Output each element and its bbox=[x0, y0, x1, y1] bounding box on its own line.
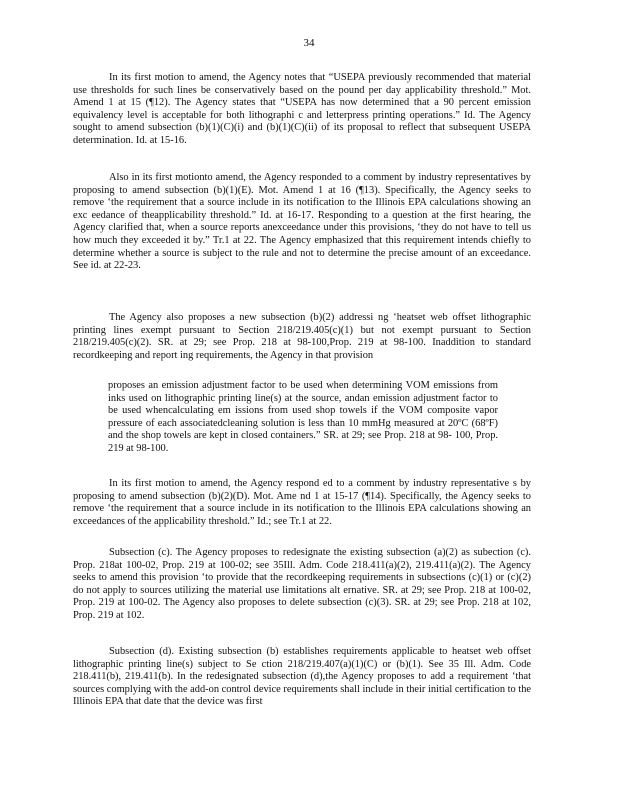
paragraph-subsection-b2: The Agency also proposes a new subsection (b)(2) addressi ng ‘heatset web offset lithographic printing lines exempt pursuant to Section 218/219.405(c)(1) but not exempt pursuant to Section 218/219.405(c)(2). SR. at 29; see Prop. 218 at 98-100,Prop. 219 at 98-100. Inaddition to standard recordkeeping and report ing requirements, the Agency in that provision bbox=[73, 312, 531, 361]
paragraph-subsection-b2d: In its first motion to amend, the Agency respond ed to a comment by industry representative s by proposing to amend subsection (b)(2)(D). Mot. Ame nd 1 at 15-17 (¶14). Specifically, the Agency seeks to remove ‘the requirement that a source include in its notification to the Illinois EPA calculations showing an exceedances of the applicability threshold.” Id.; see Tr.1 at 22. bbox=[73, 478, 531, 527]
paragraph-subsection-d: Subsection (d). Existing subsection (b) establishes requirements applicable to heatset web offset lithographic printing line(s) subject to Se ction 218/219.407(a)(1)(C) or (b)(1). See 35 Ill. Adm. Code 218.411(b), 219.411(b). In the redesignated subsection (d),the Agency proposes to add a requirement ‘that sources complying with the add-on control device requirements shall include in their initial certification to the Illinois EPA that date that the device was first bbox=[73, 646, 531, 708]
page-number: 34 bbox=[303, 37, 315, 49]
block-quote-emission-adjustment: proposes an emission adjustment factor to be used when determining VOM emissions from inks used on lithographic printing line(s) at the source, andan emission adjustment factor to be used whencalculating em issions from used shop towels if the VOM composite vapor pressure of each associatedcleaning solution is less than 10 mmHg measured at 20ºC (68ºF) and the shop towels are kept in closed containers.” SR. at 29; see Prop. 218 at 98- 100, Prop. 219 at 98-100. bbox=[108, 380, 498, 454]
paragraph-subsection-c: Subsection (c). The Agency proposes to redesignate the existing subsection (a)(2) as subection (c). Prop. 218at 100-02, Prop. 219 at 100-02; see 35Ill. Adm. Code 218.411(a)(2), 219.411(a)(2). The Agency seeks to amend this provision ‘to provide that the recordkeeping requirements in subsections (c)(1) or (c)(2) do not apply to sources utilizing the material use limitations alt ernative. SR. at 29; see Prop. 218 at 100-02, Prop. 219 at 100-02. The Agency also proposes to delete subsection (c)(3). SR. at 29; see Prop. 218 at 102, Prop. 219 at 102. bbox=[73, 547, 531, 621]
paragraph-first-motion-thresholds: In its first motion to amend, the Agency notes that “USEPA previously recommended that material use thresholds for such lines be conservatively based on the pound per day applicability threshold.” Mot. Amend 1 at 15 (¶12). The Agency states that “USEPA has now determined that a 90 percent emission equivalency level is acceptable for both lithographi c and letterpress printing operations.” Id. The Agency sought to amend subsection (b)(1)(C)(i) and (b)(1)(C)(ii) of its proposal to reflect that subsequent USEPA determination. Id. at 15-16. bbox=[73, 72, 531, 146]
paragraph-subsection-b1e: Also in its first motionto amend, the Agency responded to a comment by industry representatives by proposing to amend subsection (b)(1)(E). Mot. Amend 1 at 16 (¶13). Specifically, the Agency seeks to remove ‘the requirement that a source include in its notification to the Illinois EPA calculations showing an exc eedance of theapplicability threshold.” Id. at 16-17. Responding to a question at the first hearing, the Agency clarified that, when a source reports anexceedance under this provisions, ‘they do not have to tell us how much they exceeded it by.” Tr.1 at 22. The Agency emphasized that this requirement intends chiefly to determine whether a source is subject to the rule and not to determine the precise amount of an exceedance. See id. at 22-23. bbox=[73, 172, 531, 272]
